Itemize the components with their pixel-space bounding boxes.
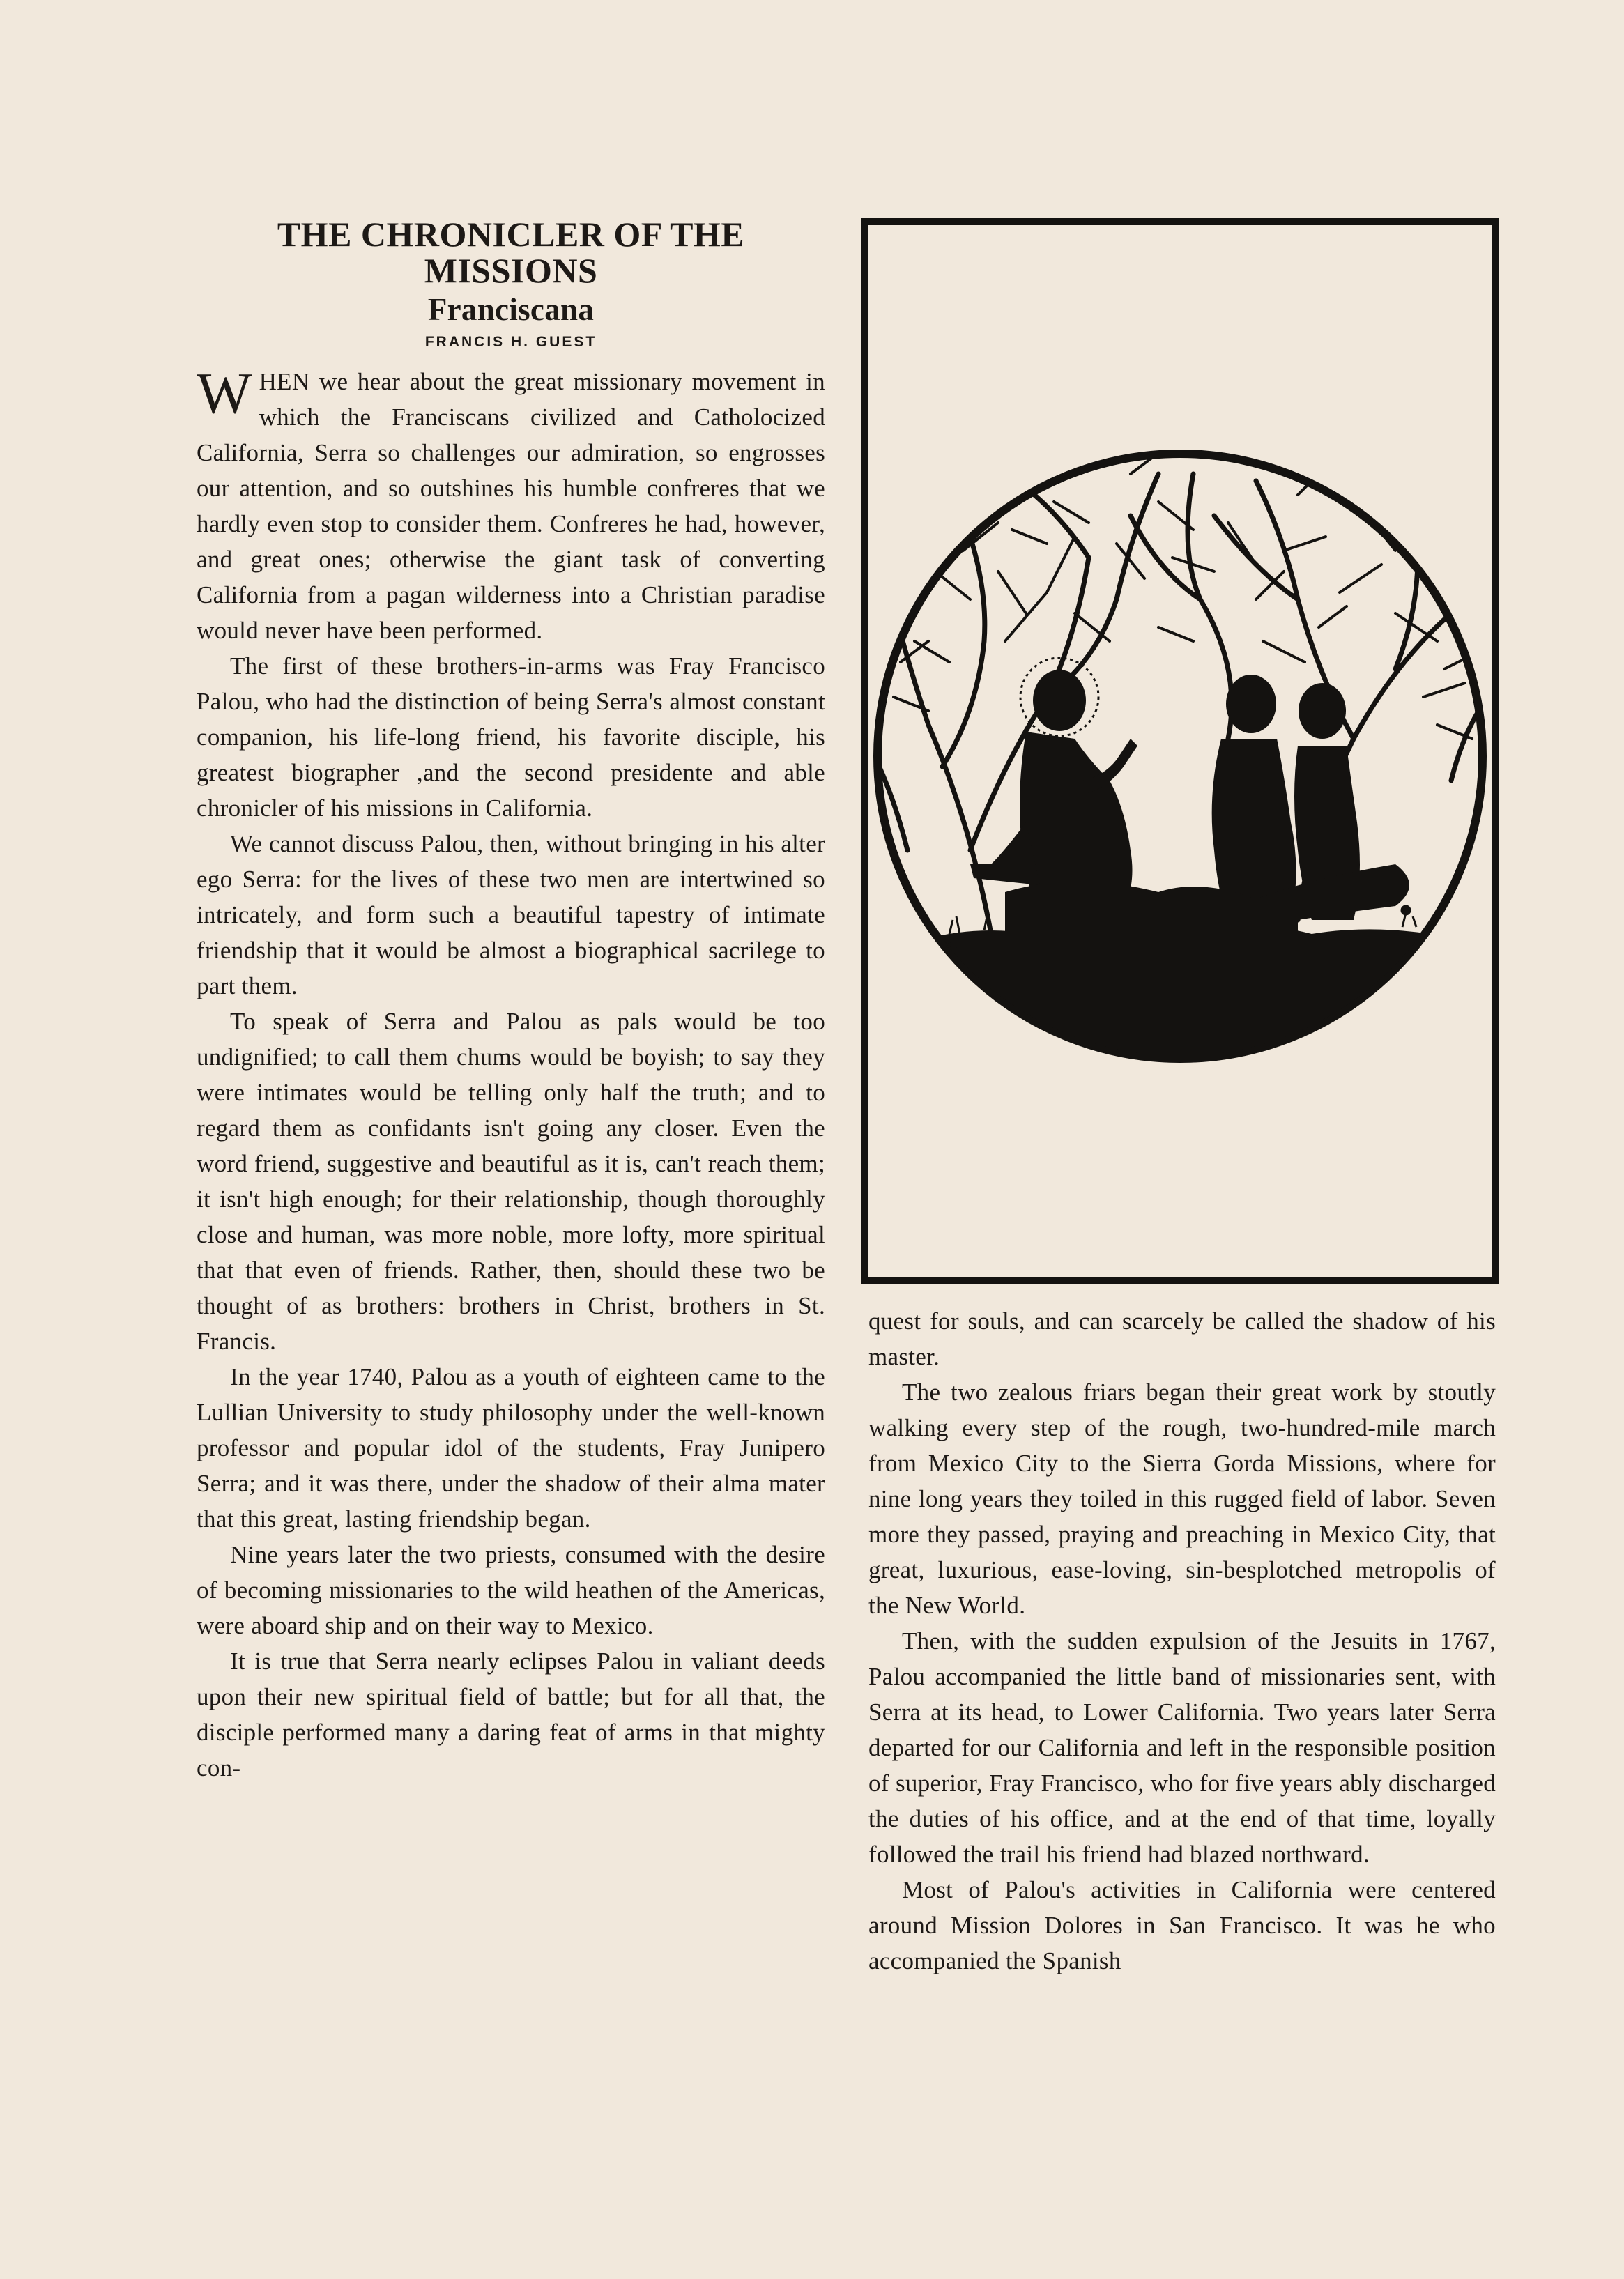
drop-cap: W [197,361,252,426]
paragraph-9: The two zealous friars began their great work by stoutly walking every step of the rough, two-hundred-mile march from Mexico City to the Sierra Gorda Missions, where for nine long years they toiled in this rugged field of labor. Seven more they passed, praying and preaching in Mexico City, that great, luxurious, ease-loving, sin-besplotched metropolis of the New World. [868,1379,1496,1619]
title-line-2: MISSIONS [424,251,598,290]
article-title [197,216,825,289]
paragraph-2: The first of these brothers-in-arms was Fray Francisco Palou, who had the distinction of being Serra's almost constant companion, his life-long friend, his favorite disciple, his greatest biographer ,and the second presidente and able chronicler of his missions in California. [197,652,825,822]
paragraph-3: We cannot discuss Palou, then, without bringing in his alter ego Serra: for the lives of these two men are intertwined so intricately, and form such a beautiful tapestry of intimate friendship that it would be almost a biographical sacrilege to part them. [197,830,825,999]
paragraph-5: In the year 1740, Palou as a youth of eighteen came to the Lullian University to study philosophy under the well-known professor and popular idol of the students, Fray Junipero Serra; and it was there, under the shadow of their alma mater that this great, lasting friendship began. [197,1363,825,1533]
silhouette-illustration [866,432,1494,1087]
paragraph-11: Most of Palou's activities in California were centered around Mission Dolores in San Francisco. It was he who accompanied the Spanish [868,1876,1496,1974]
paragraph-4: To speak of Serra and Palou as pals would be too undignified; to call them chums would be boyish; to say they were intimates would be telling only half the truth; and to regard them as confidants isn't going any closer. Even the word friend, suggestive and beautiful as it is, can't reach them; it isn't high enough; for their relationship, though thoroughly close and human, was more noble, more lofty, more spiritual that that even of friends. Rather, then, should these two be thought of as brothers: brothers in Christ, brothers in St. Francis. [197,1008,825,1355]
right-column [868,1303,1496,1979]
title-line-1: THE CHRONICLER OF THE [277,215,745,254]
article-subtitle: Franciscana [427,292,595,327]
author-byline: FRANCIS H. GUEST [424,334,597,350]
paragraph-7: It is true that Serra nearly eclipses Palou in valiant deeds upon their new spiritual field of battle; but for all that, the disciple performed many a daring feat of arms in that mighty con- [197,1648,825,1781]
paragraph-1-text: HEN we hear about the great missionary movement in which the Franciscans civilized and Catholocized California, Serra so challenges our admiration, so engrosses our attention, and so outshines his humble confreres that we hardly even stop to consider them. Confreres he had, however, and great ones; otherwise the giant task of converting California from a pagan wilderness into a Christian paradise would never have been performed. [197,368,825,644]
paragraph-8: quest for souls, and can scarcely be called the shadow of his master. [868,1307,1496,1370]
left-column [197,216,825,1786]
paragraph-1 [197,361,825,648]
paragraph-6: Nine years later the two priests, consumed with the desire of becoming missionaries to the wild heathen of the Americas, were aboard ship and on their way to Mexico. [197,1541,825,1639]
artist-signature: SH [944,934,964,951]
paragraph-10: Then, with the sudden expulsion of the Jesuits in 1767, Palou accompanied the little band of missionaries sent, with Serra at its head, to Lower California. Two years later Serra departed for our California and left in the responsible position of superior, Fray Francisco, who for five years ably discharged the duties of his office, and at the end of that time, loyally followed the trail his friend had blazed northward. [868,1627,1496,1868]
